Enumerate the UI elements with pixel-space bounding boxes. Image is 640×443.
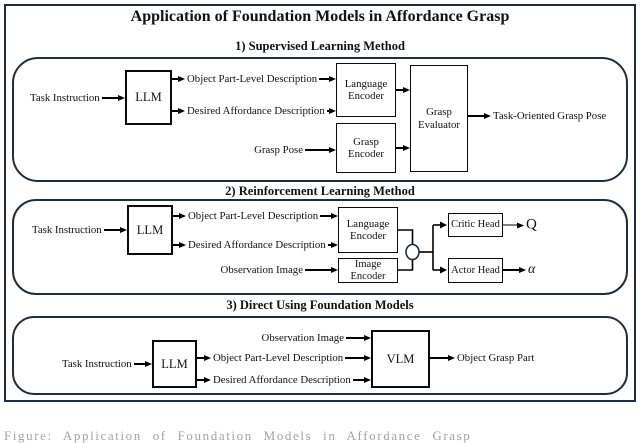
arrow-right-icon [118, 95, 125, 101]
llm-box-1 [125, 70, 172, 125]
observation-image-label: Observation Image [220, 264, 303, 276]
grasp-encoder-to-evaluator-arrow [396, 145, 410, 151]
connector-line [353, 379, 364, 381]
language-encoder-box-2 [338, 207, 398, 253]
section-3-header: 3) Direct Using Foundation Models [226, 298, 414, 312]
object-part-flow-1 [172, 73, 336, 85]
observation-image-flow-3 [238, 332, 371, 344]
connector-line [305, 269, 331, 271]
llm-box-2 [127, 205, 173, 255]
connector-line [503, 269, 519, 271]
grasp-encoder-box [336, 123, 396, 173]
desired-affordance-desc-label: Desired Affordance Description [213, 374, 351, 386]
connector-line [134, 363, 145, 365]
llm-label: LLM [135, 90, 162, 105]
language-encoder-box-1 [336, 63, 396, 117]
arrow-right-icon [364, 335, 371, 341]
arrow-right-icon [204, 377, 211, 383]
connector-line [104, 229, 120, 231]
task-instruction-flow-1 [28, 92, 125, 104]
object-part-desc-label: Object Part-Level Description [187, 73, 318, 85]
task-oriented-grasp-pose-label: Task-Oriented Grasp Pose [493, 110, 607, 122]
arrow-right-icon [145, 361, 152, 367]
language-encoder-to-evaluator-arrow [396, 87, 410, 93]
arrow-right-icon [329, 76, 336, 82]
vlm-box [371, 330, 430, 388]
connector-line [396, 89, 403, 91]
connector-line [503, 224, 517, 226]
connector-line [345, 357, 364, 359]
section-2-header: 2) Reinforcement Learning Method [225, 184, 415, 198]
arrow-right-icon [329, 147, 336, 153]
arrow-right-icon [517, 222, 524, 228]
observation-image-label: Observation Image [261, 332, 344, 344]
arrow-right-icon [178, 76, 185, 82]
llm-label: LLM [161, 356, 188, 371]
task-instruction-label: Task Instruction [30, 92, 100, 104]
critic-output-flow [503, 217, 539, 234]
connector-line [305, 149, 329, 151]
q-value-label: Q [526, 216, 537, 233]
task-instruction-label: Task Instruction [62, 358, 132, 370]
connector-line [430, 357, 448, 359]
arrow-right-icon [403, 87, 410, 93]
arrow-right-icon [331, 242, 338, 248]
figure-caption-fragment: Figure: Application of Foundation Models in Affordance Grasp [4, 428, 472, 443]
critic-head-label: Critic Head [451, 219, 500, 231]
connector-line [319, 78, 329, 80]
arrow-right-icon [484, 113, 491, 119]
arrow-right-icon [178, 108, 185, 114]
object-part-flow-3 [197, 352, 371, 364]
grasp-pose-flow [195, 144, 336, 156]
observation-image-flow-2 [195, 264, 338, 276]
language-encoder-label: Language Encoder [346, 217, 390, 242]
arrow-right-icon [179, 242, 186, 248]
critic-head-box [448, 213, 503, 237]
grasp-evaluator-box [410, 65, 468, 172]
actor-head-box [448, 258, 503, 283]
desired-affordance-flow-1 [172, 105, 336, 117]
task-instruction-flow-3 [60, 358, 152, 370]
connector-line [102, 97, 118, 99]
task-instruction-label: Task Instruction [32, 224, 102, 236]
grasp-pose-label: Grasp Pose [254, 144, 303, 156]
arrow-right-icon [403, 145, 410, 151]
actor-head-label: Actor Head [451, 264, 500, 276]
desired-affordance-flow-2 [173, 239, 338, 251]
object-grasp-part-label: Object Grasp Part [457, 352, 535, 364]
section-1-header: 1) Supervised Learning Method [235, 39, 405, 53]
arrow-right-icon [364, 377, 371, 383]
desired-affordance-flow-3 [197, 374, 371, 386]
language-encoder-label: Language Encoder [344, 77, 388, 102]
arrow-right-icon [448, 355, 455, 361]
vlm-label: VLM [386, 351, 415, 366]
connector-line [346, 337, 364, 339]
desired-affordance-desc-label: Desired Affordance Description [188, 239, 326, 251]
object-part-desc-label: Object Part-Level Description [213, 352, 344, 364]
alpha-action-label: α [528, 262, 536, 277]
evaluator-output-flow [468, 110, 608, 122]
desired-affordance-desc-label: Desired Affordance Description [187, 105, 325, 117]
arrow-right-icon [364, 355, 371, 361]
llm-box-3 [152, 340, 197, 388]
arrow-right-icon [120, 227, 127, 233]
object-part-flow-2 [173, 210, 338, 222]
image-encoder-label: Image Encoder [350, 258, 386, 282]
arrow-right-icon [519, 267, 526, 273]
arrow-right-icon [331, 267, 338, 273]
grasp-encoder-label: Grasp Encoder [348, 135, 384, 160]
arrow-right-icon [329, 108, 336, 114]
task-instruction-flow-2 [30, 224, 127, 236]
connector-line [197, 357, 204, 359]
arrow-right-icon [204, 355, 211, 361]
connector-line [197, 379, 204, 381]
connector-line [320, 215, 331, 217]
figure-title: Application of Foundation Models in Affordance Grasp [130, 8, 510, 25]
arrow-right-icon [331, 213, 338, 219]
object-part-desc-label: Object Part-Level Description [188, 210, 319, 222]
connector-line [468, 115, 484, 117]
arrow-right-icon [179, 213, 186, 219]
grasp-evaluator-label: Grasp Evaluator [418, 106, 460, 131]
vlm-output-flow [430, 352, 536, 364]
llm-label: LLM [136, 222, 164, 237]
actor-output-flow [503, 262, 537, 278]
connector-line [396, 147, 403, 149]
image-encoder-box [338, 258, 398, 283]
